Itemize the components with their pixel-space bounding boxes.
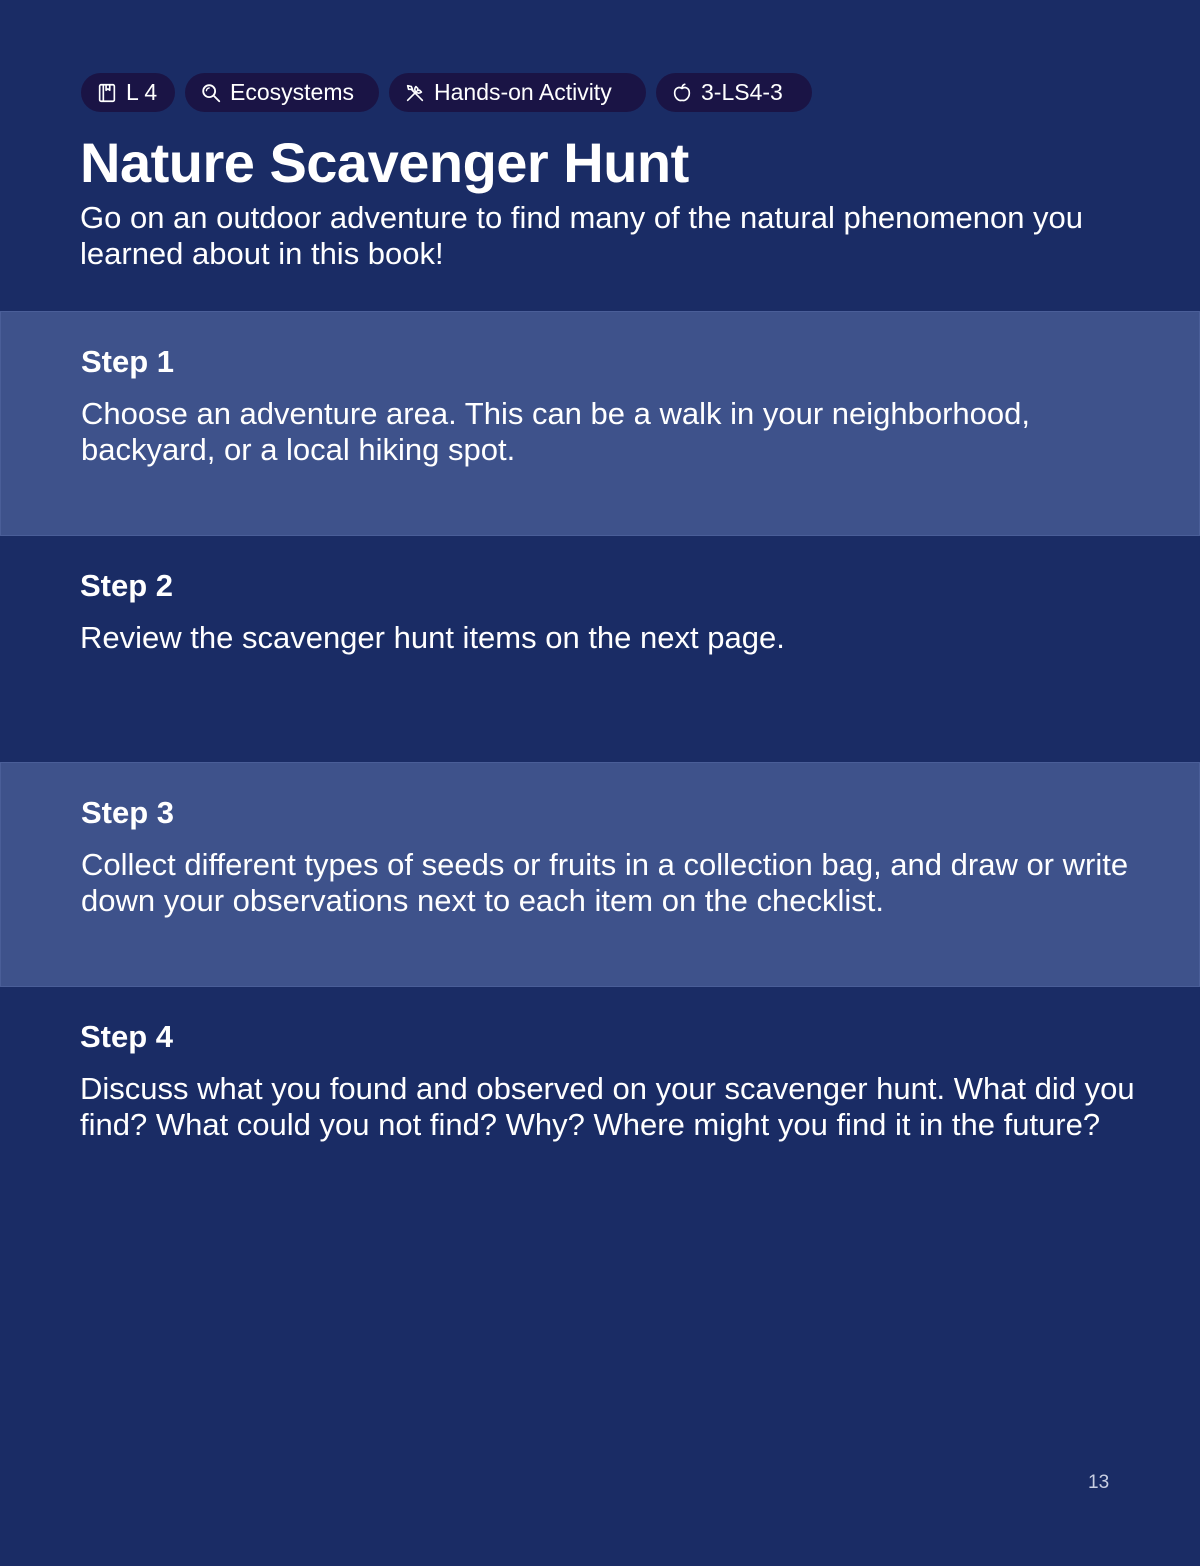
- magnifier-icon: [199, 81, 223, 105]
- tag-level: [81, 73, 175, 112]
- page-header: [0, 0, 1200, 311]
- step-heading: Step 3: [81, 795, 175, 830]
- step-heading: Step 2: [80, 568, 174, 603]
- step-text: Choose an adventure area. This can be a walk in your neighborhood, backyard, or a local hiking spot.: [81, 396, 1030, 467]
- step-2: [0, 536, 1200, 761]
- step-3: [0, 762, 1200, 987]
- tools-icon: [403, 81, 427, 105]
- tag-topic-label: Ecosystems: [230, 79, 354, 105]
- tag-standard-label: 3-LS4-3: [701, 79, 783, 105]
- tag-activity-label: Hands-on Activity: [434, 79, 612, 105]
- apple-icon: [670, 81, 694, 105]
- page-subtitle: Go on an outdoor adventure to find many of the natural phenomenon you learned about in this book!: [80, 200, 1084, 271]
- tag-row: [81, 73, 812, 112]
- step-text: Collect different types of seeds or fruits in a collection bag, and draw or write down your observations next to each item on the checklist.: [81, 847, 1129, 918]
- page-number: 13: [1088, 1472, 1110, 1493]
- tag-topic: [185, 73, 379, 112]
- tag-activity: [389, 73, 646, 112]
- step-heading: Step 1: [81, 344, 175, 379]
- step-heading: Step 4: [80, 1019, 174, 1054]
- book-icon: [95, 81, 119, 105]
- step-4: [0, 987, 1200, 1227]
- tag-standard: [656, 73, 812, 112]
- step-text: Discuss what you found and observed on your scavenger hunt. What did you find? What could you not find? Why? Where might you find it in the future?: [80, 1071, 1135, 1142]
- page-title: Nature Scavenger Hunt: [80, 131, 689, 194]
- step-1: [0, 311, 1200, 536]
- tag-level-label: L 4: [126, 79, 158, 105]
- step-text: Review the scavenger hunt items on the next page.: [80, 620, 785, 655]
